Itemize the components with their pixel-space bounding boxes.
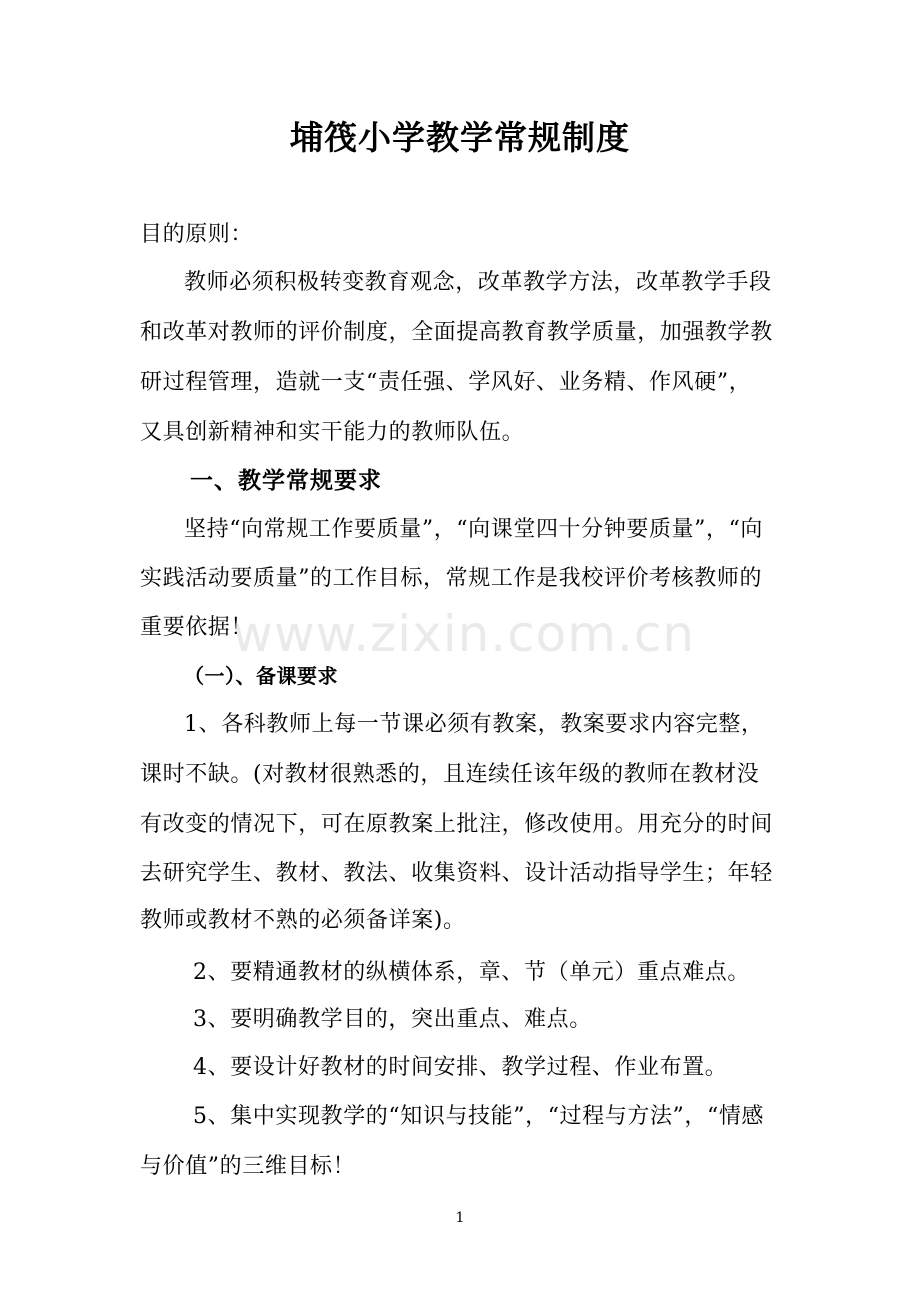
item-line: 教师或教材不熟的必须备详案)。	[140, 908, 466, 933]
intro-line: 研过程管理，造就一支“责任强、学风好、业务精、作风硬”，	[140, 370, 752, 395]
item-line: 有改变的情况下，可在原教案上批注，修改使用。用充分的时间	[140, 812, 773, 837]
intro-line: 教师必须积极转变教育观念，改革教学方法，改革教学手段	[184, 270, 772, 295]
item-line: 4、要设计好教材的时间安排、教学过程、作业布置。	[193, 1055, 728, 1080]
item-line: 去研究学生、教材、教法、收集资料、设计活动指导学生；年轻	[140, 861, 773, 886]
intro-line: 和改革对教师的评价制度，全面提高教育教学质量，加强教学教	[140, 320, 773, 345]
section-line: 坚持“向常规工作要质量”，“向课堂四十分钟要质量”，“向	[184, 517, 764, 542]
section-line: 实践活动要质量”的工作目标，常规工作是我校评价考核教师的	[140, 566, 763, 591]
item-line: 1、各科教师上每一节课必须有教案，教案要求内容完整，	[184, 712, 764, 737]
item-line: 与价值”的三维目标！	[140, 1154, 356, 1179]
section-heading: 一、教学常规要求	[190, 468, 382, 494]
section-line: 重要依据！	[140, 615, 254, 640]
document-title: 埔筏小学教学常规制度	[290, 118, 630, 157]
item-line: 5、集中实现教学的“知识与技能”，“过程与方法”，“情感	[193, 1104, 765, 1129]
intro-label: 目的原则：	[140, 222, 254, 247]
page-number: 1	[455, 1210, 465, 1226]
intro-line: 又具创新精神和实干能力的教师队伍。	[140, 420, 525, 445]
subsection-heading: （一）、备课要求	[184, 664, 338, 688]
watermark: www.zixin.com.cn	[232, 605, 696, 663]
item-line: 2、要精通教材的纵横体系，章、节（单元）重点难点。	[193, 960, 750, 985]
item-line: 3、要明确教学目的，突出重点、难点。	[193, 1007, 592, 1032]
item-line: 课时不缺。(对教材很熟悉的，且连续任该年级的教师在教材没	[140, 762, 760, 787]
